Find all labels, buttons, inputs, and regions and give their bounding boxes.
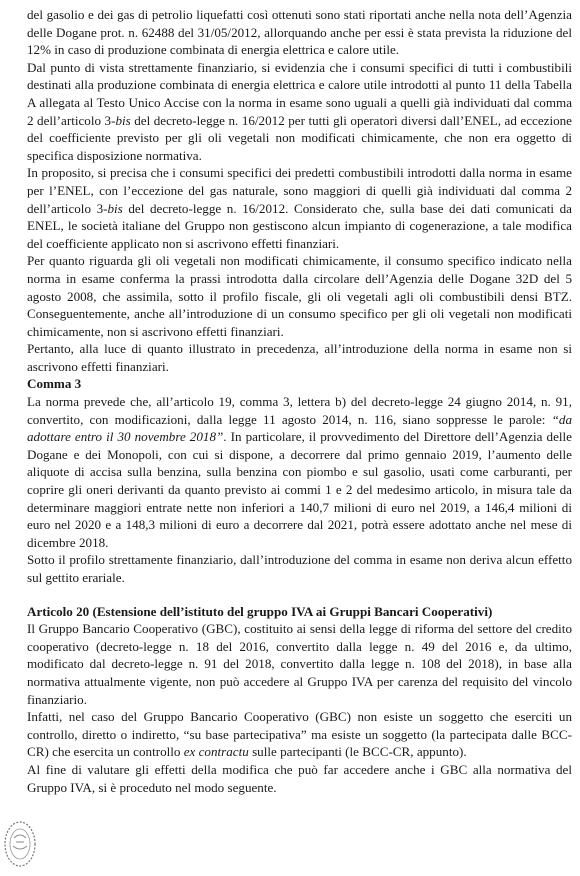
paragraph-pertanto: Pertanto, alla luce di quanto illustrato in precedenza, all’introduzione della norma in esame non si ascrivono effetti finanziari. <box>27 341 572 374</box>
bis-italic: bis <box>115 112 131 128</box>
articolo-20-subtitle: (Estensione dell’istituto del gruppo IVA ai Gruppi Bancari Cooperativi) <box>89 603 493 619</box>
infatti-text-a: Infatti, nel caso del Gruppo Bancario Cooperativo (GBC) non esiste un soggetto che eserciti un controllo, diretto o indiretto, “su base partecipativa” ma esiste un soggetto (la partecipata dalle BCC-CR) che esercita un controllo <box>27 709 572 760</box>
articolo-20-heading <box>27 603 572 621</box>
document-page <box>27 6 572 796</box>
articolo-20-label: Articolo 20 <box>27 603 90 619</box>
paragraph-punto-di-vista: Dal punto di vista strettamente finanziario, si evidenzia che i consumi specifici di tutti i combustibili destinati alla produzione combinata di energia elettrica e calore utile introdotti al punto 11 della Tabella A allegata al Testo Unico Accise con la norma in esame sono uguali a quelli già individuati dal comma 2 dell’articolo 3-bis del decreto-legge n. 16/2012 per tutti gli operatori diversi dall’ENEL, ad eccezione del coefficiente previsto per gli oli vegetali non modificati chimicamente, che non era oggetto di specifica disposizione normativa. <box>27 59 572 163</box>
paragraph-gasolio: del gasolio e dei gas di petrolio liquefatti così ottenuti sono stati riportati anche nella nota dell’Agenzia delle Dogane prot. n. 62488 del 31/05/2012, allorquando anche per essi è stata prevista la riduzione del 12% in caso di produzione combinata di energia elettrica e calore utile. <box>27 7 572 58</box>
comma3-quote: “da adottare entro il 30 novembre 2018” <box>27 411 572 445</box>
paragraph-infatti <box>27 708 572 761</box>
bis-italic: bis <box>107 200 123 216</box>
paragraph-comma3-norma <box>27 393 572 551</box>
paragraph-in-proposito: In proposito, si precisa che i consumi specifici dei predetti combustibili introdotti dalla norma in esame per l’ENEL, con l’eccezione del gas naturale, sono maggiori di quelli già individuati dal comma 2 dell’articolo 3-bis del decreto-legge n. 16/2012. Considerato che, sulla base dei dati comunicati da ENEL, le società italiane del Gruppo non gestiscono alcun impianto di cogenerazione, a tale modifica del coefficiente applicato non si ascrivono effetti finanziari. <box>27 165 572 251</box>
seal-stamp-icon <box>2 818 38 870</box>
comma3-text-a: La norma prevede che, all’articolo 19, comma 3, lettera b) del decreto-legge 24 giugno 2014, n. 91, convertito, con modificazioni, dalla legge 11 agosto 2014, n. 116, siano soppresse le parole: <box>27 394 572 427</box>
paragraph-gbc: Il Gruppo Bancario Cooperativo (GBC), costituito ai sensi della legge di riforma del settore del credito cooperativo (decreto-legge n. 18 del 2016, convertito dalla legge n. 49 del 2016 e, da ultimo, modificato dal decreto-legge n. 91 del 2018, convertito dalla legge n. 108 del 2018), in base alla normativa attualmente vigente, non può accedere al Gruppo IVA per carenza del requisito del vincolo finanziario. <box>27 621 572 707</box>
comma3-text-b: . In particolare, il provvedimento del Direttore dell’Agenzia delle Dogane e dei Monopoli, con cui si dispone, a decorrere dal primo gennaio 2019, l’aumento delle aliquote di accisa sulla benzina, sulla benzina con piombo e sul gasolio, usati come carburanti, per coprire gli oneri derivanti da quanto previsto ai commi 1 e 2 del medesimo articolo, in misura tale da determinare maggiori entrate nette non inferiori a 140,7 milioni di euro nel 2019, a 146,4 milioni di euro nel 2020 e a 148,3 milioni di euro a decorrere dal 2021, potrà essere adottato anche nel mese di dicembre 2018. <box>27 429 572 550</box>
paragraph-comma3-profilo: Sotto il profilo strettamente finanziario, dall’introduzione del comma in esame non deriva alcun effetto sul gettito erariale. <box>27 552 572 585</box>
paragraph-al-fine: Al fine di valutare gli effetti della modifica che può far accedere anche i GBC alla normativa del Gruppo IVA, si è proceduto nel modo seguente. <box>27 761 572 795</box>
paragraph-oli-vegetali: Per quanto riguarda gli oli vegetali non modificati chimicamente, il consumo specifico indicato nella norma in esame conferma la prassi introdotta dalla circolare dell’Agenzia delle Dogane 32D del 5 agosto 2008, che assimila, sotto il profilo fiscale, gli oli vegetali agli oli combustibili densi BTZ. Conseguentemente, anche all’introduzione di un consumo specifico per gli oli vegetali non modificati chimicamente, non si ascrivono effetti finanziari. <box>27 253 572 339</box>
infatti-italic: ex contractu <box>183 744 249 760</box>
infatti-text-b: sulle partecipanti (le BCC-CR, appunto). <box>248 744 467 760</box>
comma-3-heading: Comma 3 <box>27 376 82 392</box>
